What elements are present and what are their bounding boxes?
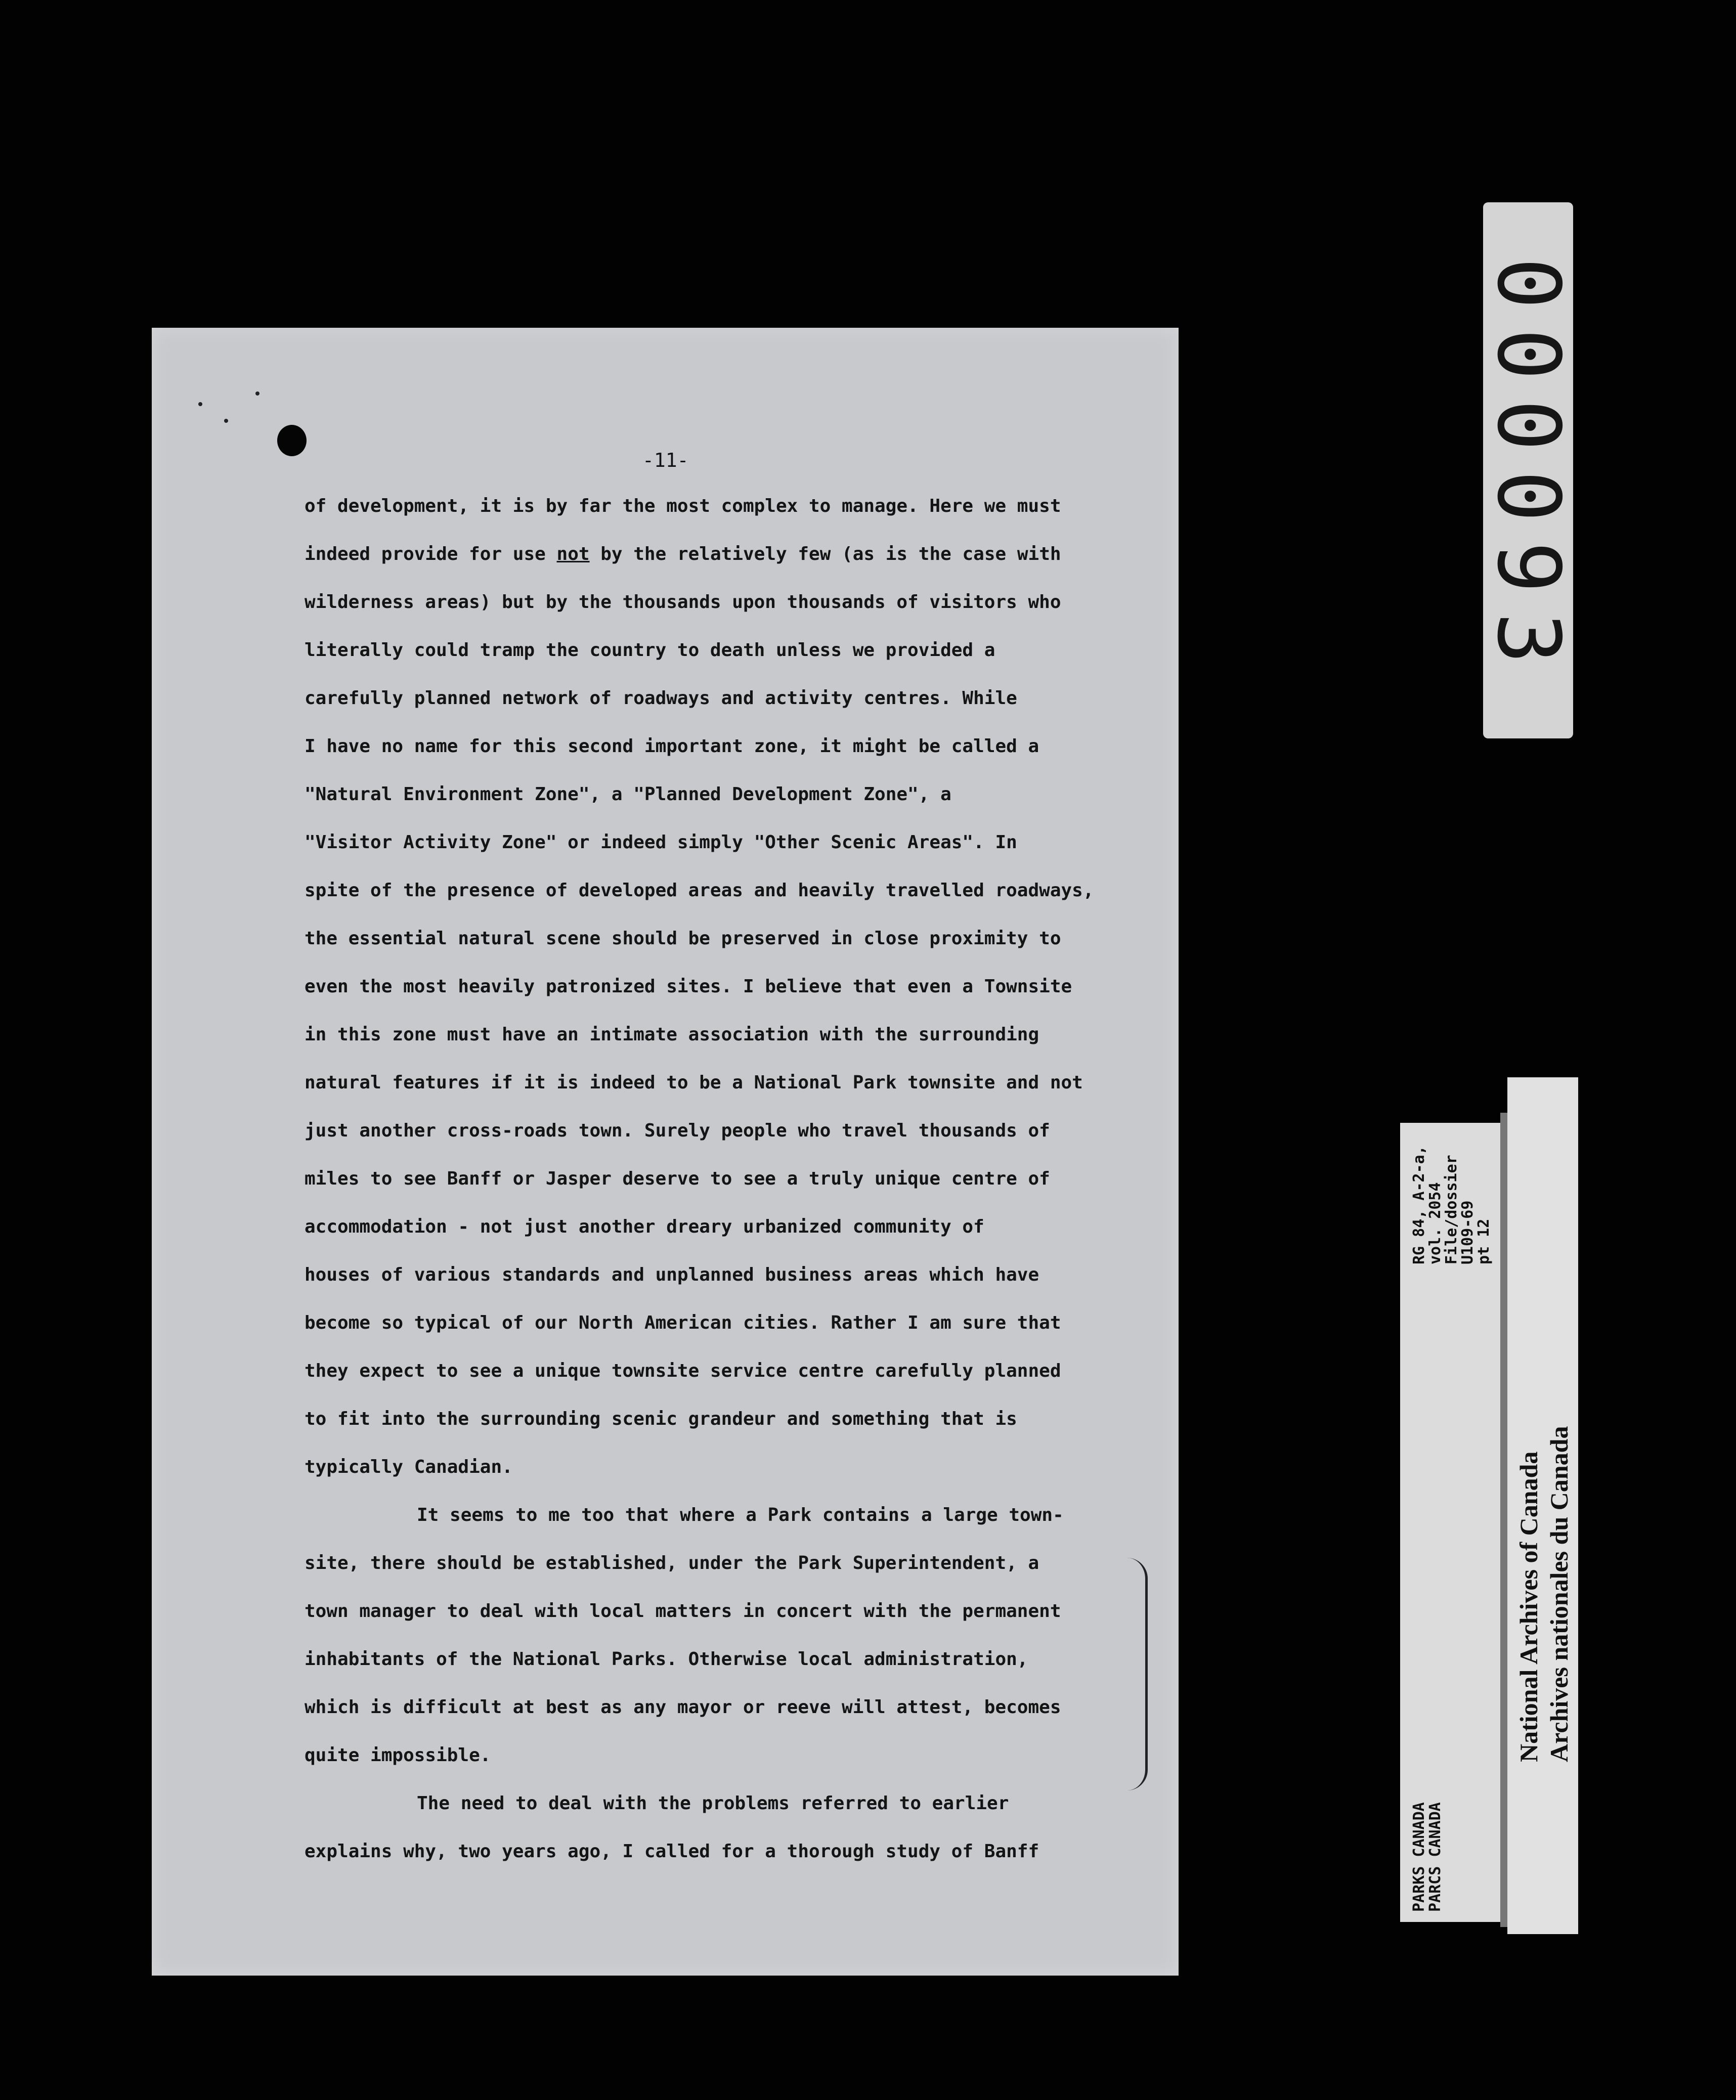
margin-bracket-mark [1127,1558,1148,1790]
page-number: -11- [642,449,689,471]
frame-number-stamp [1478,202,1578,738]
text-line: wilderness areas) but by the thousands upon thousands of visitors who [305,592,1061,613]
text-line: typically Canadian. [305,1457,513,1477]
archival-reference: RG 84, A-2-a, vol. 2054 File/dossier U109-69 pt 12 [1410,1146,1493,1264]
text-line: "Natural Environment Zone", a "Planned Development Zone", a [305,784,951,805]
frame-number: 000093 [1478,257,1578,684]
speck [224,419,228,423]
text-line: "Visitor Activity Zone" or indeed simply "Other Scenic Areas". In [305,832,1017,853]
text-line: explains why, two years ago, I called for a thorough study of Banff [305,1841,1039,1862]
text-line: accommodation - not just another dreary urbanized community of [305,1216,984,1237]
text-line: town manager to deal with local matters in concert with the permanent [305,1601,1061,1622]
archives-label [1507,1077,1578,1934]
reference-label [1400,1123,1500,1922]
institution-name: National Archives of Canada Archives nationales du Canada [1514,1426,1573,1762]
text-line: become so typical of our North American cities. Rather I am sure that [305,1313,1061,1333]
text-line: literally could tramp the country to death unless we provided a [305,640,995,661]
text-line: I have no name for this second important zone, it might be called a [305,736,1039,757]
text-line-indented: It seems to me too that where a Park contains a large town- [417,1505,1064,1525]
underlined-word: not [556,544,590,564]
text-line: even the most heavily patronized sites. I believe that even a Townsite [305,976,1072,997]
text-line: which is difficult at best as any mayor or reeve will attest, becomes [305,1697,1061,1718]
text-line: just another cross-roads town. Surely people who travel thousands of [305,1120,1050,1141]
text-line: the essential natural scene should be preserved in close proximity to [305,928,1061,949]
text-line-indented: The need to deal with the problems referred to earlier [417,1793,1009,1814]
label-divider [1500,1113,1507,1927]
text-line: houses of various standards and unplanned business areas which have [305,1264,1039,1285]
text-line: inhabitants of the National Parks. Otherwise local administration, [305,1649,1028,1670]
speck [198,402,202,406]
text-line: to fit into the surrounding scenic grandeur and something that is [305,1409,1017,1429]
text-line: natural features if it is indeed to be a National Park townsite and not [305,1072,1083,1093]
text-line: they expect to see a unique townsite service centre carefully planned [305,1361,1061,1381]
text-line: quite impossible. [305,1745,491,1766]
text-line: of development, it is by far the most complex to manage. Here we must [305,496,1061,516]
text-line: miles to see Banff or Jasper deserve to see a truly unique centre of [305,1168,1050,1189]
text-line: carefully planned network of roadways and activity centres. While [305,688,1017,709]
punch-hole [277,425,307,456]
text-line: in this zone must have an intimate association with the surrounding [305,1024,1039,1045]
text-line: spite of the presence of developed areas and heavily travelled roadways, [305,880,1094,901]
text-line: indeed provide for use not by the relatively few (as is the case with [305,544,1061,564]
body-text [305,495,1094,1888]
text-line: site, there should be established, under the Park Superintendent, a [305,1553,1039,1573]
speck [255,391,259,396]
agency-name: PARKS CANADA PARCS CANADA [1410,1802,1444,1912]
